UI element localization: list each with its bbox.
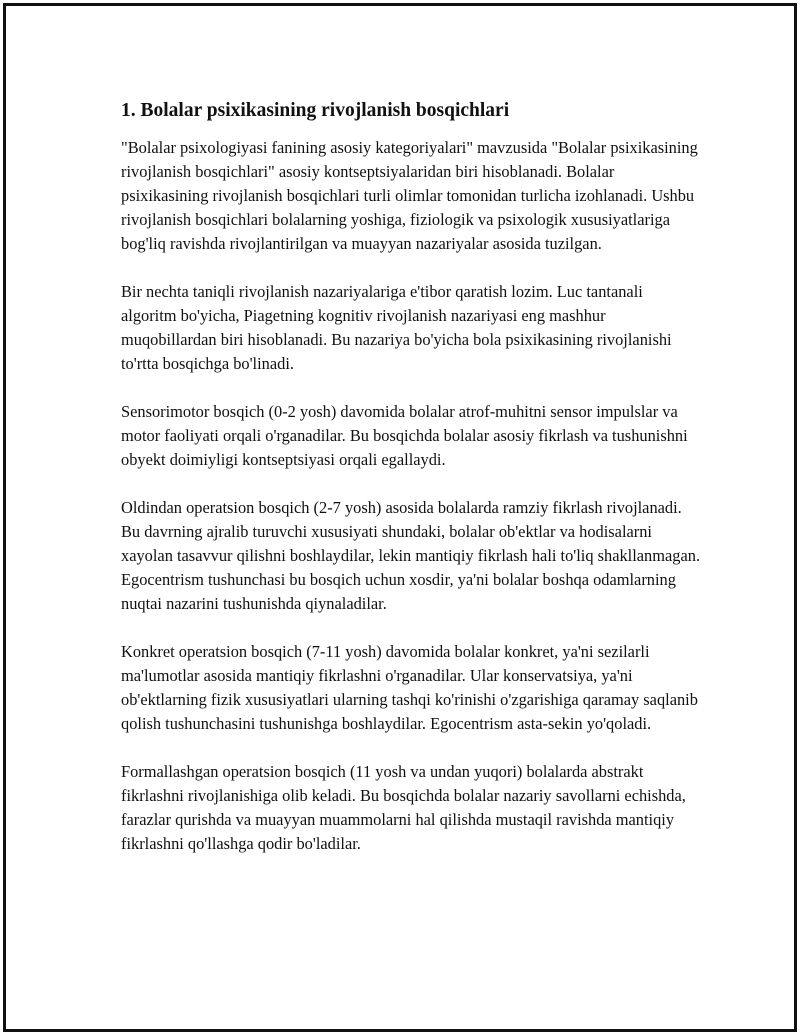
paragraph-formal-operational: Formallashgan operatsion bosqich (11 yosh va undan yuqori) bolalarda abstrakt fikrlashni rivojlanishiga olib keladi. Bu bosqichda bolalar nazariy savollarni echishda, farazlar qurishda va muayyan muammolarni hal qilishda mustaqil ravishda mantiqiy fikrlashni qo'llashga qodir bo'ladilar. bbox=[121, 762, 686, 853]
page-frame bbox=[3, 3, 797, 1032]
paragraph-preoperational: Oldindan operatsion bosqich (2-7 yosh) asosida bolalarda ramziy fikrlash rivojlanadi. Bu davrning ajralib turuvchi xususiyati shundaki, bolalar ob'ektlar va hodisalarni xayolan tasavvur qilishni boshlaydilar, lekin mantiqiy fikrlash hali to'liq shakllanmagan. Egocentrism tushunchasi bu bosqich uchun xosdir, ya'ni bolalar boshqa odamlarning nuqtai nazarini tushunishda qiynaladilar. bbox=[121, 498, 701, 613]
paragraph-concrete-operational: Konkret operatsion bosqich (7-11 yosh) davomida bolalar konkret, ya'ni sezilarli ma'lumotlar asosida mantiqiy fikrlashni o'rganadilar. Ular konservatsiya, ya'ni ob'ektlarning fizik xususiyatlari ularning tashqi ko'rinishi o'zgarishiga qaramay saqlanib qolish tushunchasini tushunishga boshlaydilar. Egocentrism asta-sekin yo'qoladi. bbox=[121, 642, 698, 733]
paragraph-theories: Bir nechta taniqli rivojlanish nazariyalariga e'tibor qaratish lozim. Luc tantanali algoritm bo'yicha, Piagetning kognitiv rivojlanish nazariyasi eng mashhur muqobillardan biri hisoblanadi. Bu nazariya bo'yicha bola psixikasining rivojlanishi to'rtta bosqichga bo'linadi. bbox=[121, 282, 672, 373]
paragraph-intro: "Bolalar psixologiyasi fanining asosiy kategoriyalari" mavzusida "Bolalar psixikasining rivojlanish bosqichlari" asosiy kontseptsiyalaridan biri hisoblanadi. Bolalar psixikasining rivojlanish bosqichlari turli olimlar tomonidan turlicha izohlanadi. Ushbu rivojlanish bosqichlari bolalarning yoshiga, fiziologik va psixologik xususiyatlariga bog'liq ravishda rivojlantirilgan va muayyan nazariyalar asosida tuzilgan. bbox=[121, 138, 698, 253]
paragraph-sensorimotor: Sensorimotor bosqich (0-2 yosh) davomida bolalar atrof-muhitni sensor impulslar va motor faoliyati orqali o'rganadilar. Bu bosqichda bolalar asosiy fikrlash va tushunishni obyekt doimiyligi kontseptsiyasi orqali egallaydi. bbox=[121, 402, 688, 469]
document-body bbox=[121, 98, 701, 880]
section-heading: 1. Bolalar psixikasining rivojlanish bosqichlari bbox=[121, 100, 510, 121]
